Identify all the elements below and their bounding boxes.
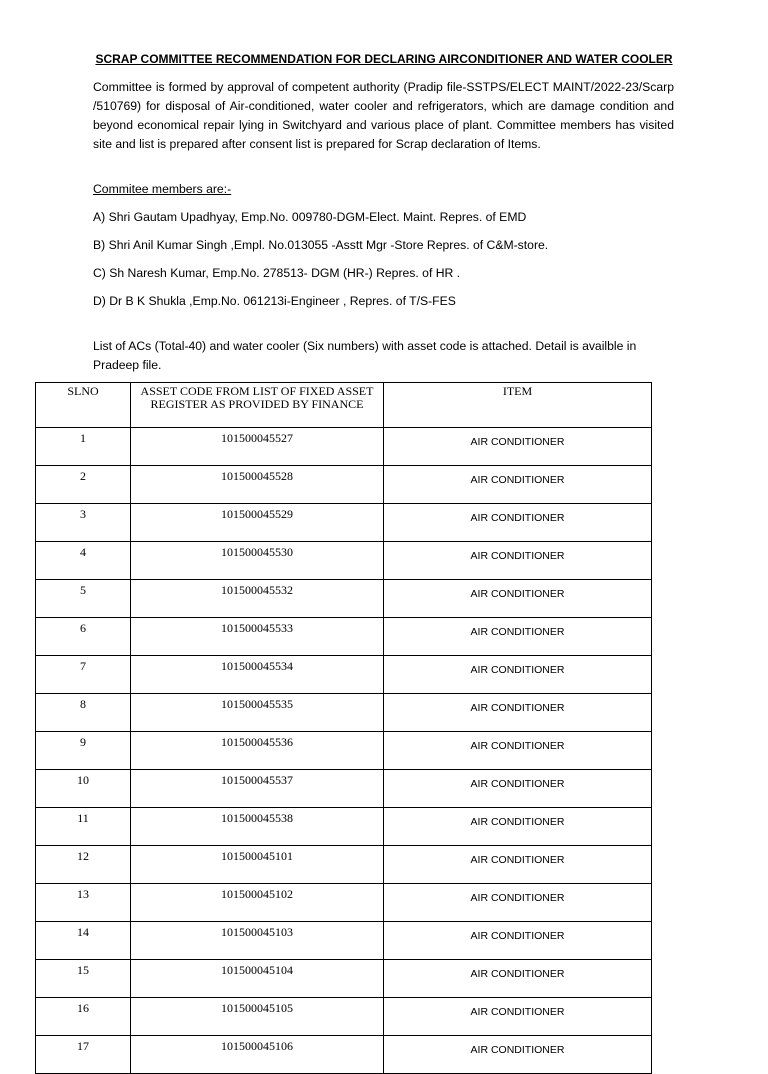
cell-asset-code: 101500045529 bbox=[131, 504, 384, 542]
cell-asset-code: 101500045105 bbox=[131, 998, 384, 1036]
cell-slno: 15 bbox=[36, 960, 131, 998]
asset-table-body bbox=[36, 428, 652, 1074]
table-row bbox=[36, 922, 652, 960]
cell-item: AIR CONDITIONER bbox=[384, 998, 652, 1036]
table-row bbox=[36, 618, 652, 656]
cell-slno: 8 bbox=[36, 694, 131, 732]
asset-table bbox=[35, 382, 652, 1074]
table-row bbox=[36, 770, 652, 808]
cell-item: AIR CONDITIONER bbox=[384, 960, 652, 998]
cell-asset-code: 101500045538 bbox=[131, 808, 384, 846]
table-row bbox=[36, 960, 652, 998]
cell-item: AIR CONDITIONER bbox=[384, 542, 652, 580]
table-row bbox=[36, 846, 652, 884]
cell-slno: 11 bbox=[36, 808, 131, 846]
header-item: ITEM bbox=[384, 383, 652, 428]
cell-asset-code: 101500045536 bbox=[131, 732, 384, 770]
member-a: A) Shri Gautam Upadhyay, Emp.No. 009780-DGM-Elect. Maint. Repres. of EMD bbox=[93, 210, 527, 224]
member-c: C) Sh Naresh Kumar, Emp.No. 278513- DGM (HR-) Repres. of HR . bbox=[93, 266, 461, 280]
table-row bbox=[36, 542, 652, 580]
table-row bbox=[36, 694, 652, 732]
cell-item: AIR CONDITIONER bbox=[384, 922, 652, 960]
table-row bbox=[36, 1036, 652, 1074]
cell-slno: 4 bbox=[36, 542, 131, 580]
intro-paragraph: Committee is formed by approval of competent authority (Pradip file-SSTPS/ELECT MAINT/2022-23/Scarp /510769) for disposal of Air-conditioned, water cooler and refrigerators, which are damage condition and beyond economical repair lying in Switchyard and various place of plant. Committee members has visited site and list is prepared after consent list is prepared for Scrap declaration of Items. bbox=[93, 80, 674, 151]
cell-asset-code: 101500045101 bbox=[131, 846, 384, 884]
header-slno: SLNO bbox=[36, 383, 131, 428]
cell-slno: 5 bbox=[36, 580, 131, 618]
table-row bbox=[36, 656, 652, 694]
document-title: SCRAP COMMITTEE RECOMMENDATION FOR DECLARING AIRCONDITIONER AND WATER COOLER bbox=[95, 52, 673, 66]
cell-item: AIR CONDITIONER bbox=[384, 884, 652, 922]
table-header-row bbox=[36, 383, 652, 428]
header-asset-code: ASSET CODE FROM LIST OF FIXED ASSET REGISTER AS PROVIDED BY FINANCE bbox=[131, 383, 384, 428]
member-d: D) Dr B K Shukla ,Emp.No. 061213i-Engineer , Repres. of T/S-FES bbox=[93, 294, 456, 308]
list-note: List of ACs (Total-40) and water cooler (Six numbers) with asset code is attached. Detail is availble in Pradeep file. bbox=[93, 339, 637, 372]
cell-slno: 16 bbox=[36, 998, 131, 1036]
cell-slno: 3 bbox=[36, 504, 131, 542]
cell-asset-code: 101500045535 bbox=[131, 694, 384, 732]
cell-asset-code: 101500045533 bbox=[131, 618, 384, 656]
cell-item: AIR CONDITIONER bbox=[384, 1036, 652, 1074]
table-row bbox=[36, 884, 652, 922]
cell-slno: 14 bbox=[36, 922, 131, 960]
table-row bbox=[36, 732, 652, 770]
cell-item: AIR CONDITIONER bbox=[384, 428, 652, 466]
cell-asset-code: 101500045534 bbox=[131, 656, 384, 694]
cell-asset-code: 101500045103 bbox=[131, 922, 384, 960]
cell-slno: 9 bbox=[36, 732, 131, 770]
cell-slno: 12 bbox=[36, 846, 131, 884]
cell-item: AIR CONDITIONER bbox=[384, 732, 652, 770]
cell-item: AIR CONDITIONER bbox=[384, 694, 652, 732]
table-row bbox=[36, 580, 652, 618]
cell-slno: 1 bbox=[36, 428, 131, 466]
cell-slno: 6 bbox=[36, 618, 131, 656]
cell-item: AIR CONDITIONER bbox=[384, 618, 652, 656]
table-row bbox=[36, 428, 652, 466]
cell-asset-code: 101500045527 bbox=[131, 428, 384, 466]
cell-item: AIR CONDITIONER bbox=[384, 770, 652, 808]
member-b: B) Shri Anil Kumar Singh ,Empl. No.013055 -Asstt Mgr -Store Repres. of C&M-store. bbox=[93, 238, 549, 252]
cell-asset-code: 101500045102 bbox=[131, 884, 384, 922]
members-heading: Commitee members are:- bbox=[93, 182, 232, 196]
table-row bbox=[36, 998, 652, 1036]
cell-asset-code: 101500045530 bbox=[131, 542, 384, 580]
cell-item: AIR CONDITIONER bbox=[384, 808, 652, 846]
cell-asset-code: 101500045104 bbox=[131, 960, 384, 998]
cell-asset-code: 101500045532 bbox=[131, 580, 384, 618]
cell-asset-code: 101500045528 bbox=[131, 466, 384, 504]
cell-item: AIR CONDITIONER bbox=[384, 580, 652, 618]
table-row bbox=[36, 808, 652, 846]
cell-item: AIR CONDITIONER bbox=[384, 466, 652, 504]
table-row bbox=[36, 504, 652, 542]
cell-asset-code: 101500045537 bbox=[131, 770, 384, 808]
cell-asset-code: 101500045106 bbox=[131, 1036, 384, 1074]
cell-item: AIR CONDITIONER bbox=[384, 656, 652, 694]
cell-slno: 17 bbox=[36, 1036, 131, 1074]
cell-item: AIR CONDITIONER bbox=[384, 504, 652, 542]
cell-item: AIR CONDITIONER bbox=[384, 846, 652, 884]
table-row bbox=[36, 466, 652, 504]
cell-slno: 10 bbox=[36, 770, 131, 808]
cell-slno: 13 bbox=[36, 884, 131, 922]
cell-slno: 2 bbox=[36, 466, 131, 504]
cell-slno: 7 bbox=[36, 656, 131, 694]
